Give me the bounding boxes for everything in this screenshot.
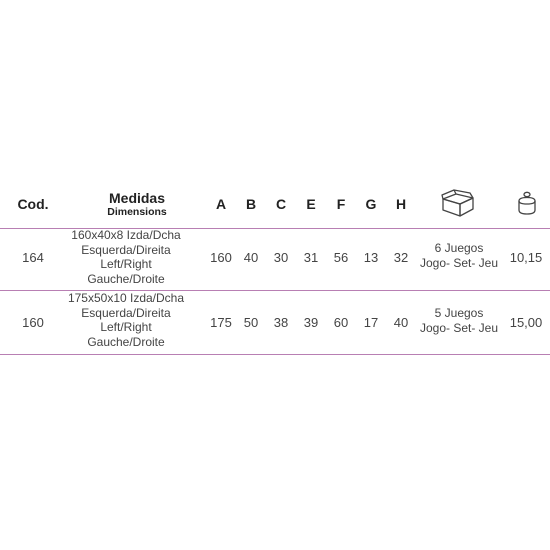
row-val-b: 50 xyxy=(243,315,259,330)
header-col-g: G xyxy=(365,196,377,212)
header-col-b: B xyxy=(245,196,257,212)
header-dimensions: Dimensions xyxy=(107,206,167,218)
row-val-e: 39 xyxy=(303,315,319,330)
row-cod: 164 xyxy=(22,250,44,265)
row-weight: 10,15 xyxy=(509,250,543,265)
row-val-a: 160 xyxy=(210,250,232,265)
row-val-b: 40 xyxy=(243,250,259,265)
header-col-c: C xyxy=(275,196,287,212)
row-val-e: 31 xyxy=(303,250,319,265)
row-weight: 15,00 xyxy=(509,315,543,330)
weight-icon xyxy=(516,190,538,216)
row-val-g: 13 xyxy=(363,250,379,265)
row-description: 175x50x10 Izda/Dcha Esquerda/Direita Left/Right Gauche/Droite xyxy=(67,291,185,349)
row-val-g: 17 xyxy=(363,315,379,330)
header-col-f: F xyxy=(336,196,346,212)
row-val-a: 175 xyxy=(210,315,232,330)
header-col-a: A xyxy=(215,196,227,212)
row-pack: 5 Juegos Jogo- Set- Jeu xyxy=(419,306,499,335)
box-icon xyxy=(440,188,476,218)
header-medidas: Medidas xyxy=(108,190,166,206)
row-val-c: 38 xyxy=(273,315,289,330)
table-bottom-rule xyxy=(0,354,550,355)
row-val-f: 56 xyxy=(333,250,349,265)
row-cod: 160 xyxy=(22,315,44,330)
row-pack: 6 Juegos Jogo- Set- Jeu xyxy=(419,241,499,270)
header-col-e: E xyxy=(306,196,316,212)
row-val-h: 40 xyxy=(393,315,409,330)
row-val-f: 60 xyxy=(333,315,349,330)
header-cod: Cod. xyxy=(17,196,49,212)
row-val-c: 30 xyxy=(273,250,289,265)
row-description: 160x40x8 Izda/Dcha Esquerda/Direita Left/Right Gauche/Droite xyxy=(71,228,181,286)
row-val-h: 32 xyxy=(393,250,409,265)
header-col-h: H xyxy=(395,196,407,212)
